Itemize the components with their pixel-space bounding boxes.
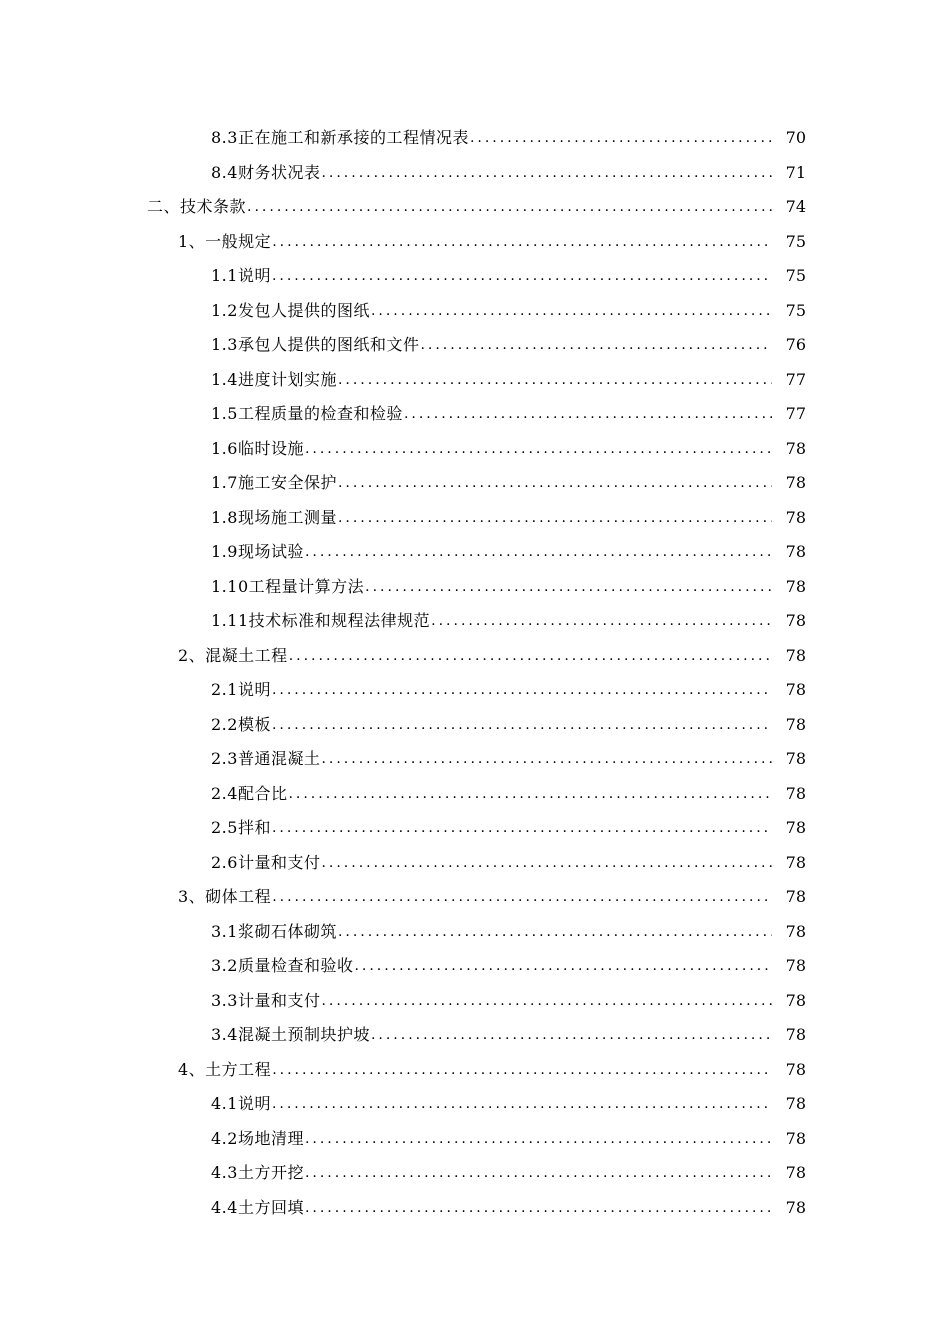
toc-dot-leader	[305, 1122, 772, 1157]
toc-entry-title: 2、混凝土工程	[178, 645, 288, 665]
toc-entry-page-number: 78	[785, 921, 806, 941]
toc-entry-page-number: 78	[785, 1094, 806, 1113]
toc-dot-leader	[272, 1053, 772, 1088]
toc-entry[interactable]	[0, 432, 950, 467]
toc-dot-leader	[305, 1191, 772, 1226]
toc-dot-leader	[321, 156, 772, 191]
toc-dot-leader	[321, 742, 772, 777]
toc-entry-title: 1.4进度计划实施	[211, 369, 337, 389]
toc-dot-leader	[404, 397, 772, 432]
toc-entry-page-number: 78	[785, 680, 806, 699]
toc-entry[interactable]	[0, 1156, 950, 1191]
toc-entry-title: 3、砌体工程	[178, 887, 272, 906]
toc-entry-title: 2.3普通混凝土	[211, 749, 321, 768]
toc-entry-title: 8.3正在施工和新承接的工程情况表	[211, 128, 469, 147]
toc-dot-leader	[431, 604, 772, 639]
toc-entry[interactable]	[0, 604, 950, 639]
toc-entry-title: 2.1说明	[211, 680, 271, 699]
toc-entry[interactable]	[0, 121, 950, 156]
toc-entry-title: 二、技术条款	[147, 197, 247, 216]
toc-entry-page-number: 78	[785, 1197, 806, 1217]
toc-entry[interactable]	[0, 190, 950, 225]
toc-entry[interactable]	[0, 535, 950, 570]
toc-entry-page-number: 78	[785, 576, 806, 596]
toc-entry[interactable]	[0, 225, 950, 260]
toc-entry-title: 3.3计量和支付	[211, 990, 321, 1010]
toc-dot-leader	[338, 501, 772, 536]
toc-dot-leader	[247, 190, 772, 225]
toc-dot-leader	[470, 121, 772, 156]
toc-entry-title: 2.2模板	[211, 714, 271, 734]
toc-entry[interactable]	[0, 328, 950, 363]
toc-entry-title: 3.1浆砌石体砌筑	[211, 921, 337, 941]
toc-dot-leader	[420, 328, 772, 363]
toc-dot-leader	[305, 1156, 772, 1191]
toc-entry[interactable]	[0, 708, 950, 743]
toc-dot-leader	[365, 570, 772, 605]
toc-entry-page-number: 78	[785, 542, 806, 561]
toc-entry-page-number: 78	[785, 818, 806, 837]
toc-entry-page-number: 78	[785, 1025, 806, 1044]
toc-entry-title: 4.1说明	[211, 1094, 271, 1113]
toc-entry[interactable]	[0, 259, 950, 294]
toc-entry-page-number: 78	[785, 990, 806, 1010]
toc-dot-leader	[272, 880, 772, 915]
toc-entry[interactable]	[0, 1122, 950, 1157]
toc-dot-leader	[371, 294, 772, 329]
toc-dot-leader	[288, 777, 772, 812]
toc-dot-leader	[272, 811, 772, 846]
toc-entry-page-number: 70	[785, 128, 806, 147]
toc-entry-page-number: 78	[785, 887, 806, 906]
toc-entry-page-number: 75	[785, 300, 806, 320]
toc-entry-page-number: 78	[785, 438, 806, 458]
toc-entry[interactable]	[0, 1191, 950, 1226]
toc-entry-page-number: 75	[785, 231, 806, 251]
toc-entry-page-number: 78	[785, 507, 806, 527]
toc-entry-title: 1.3承包人提供的图纸和文件	[211, 335, 420, 354]
toc-entry-title: 4.2场地清理	[211, 1128, 304, 1148]
toc-entry-title: 1.7施工安全保护	[211, 473, 337, 492]
toc-entry-title: 1.6临时设施	[211, 438, 304, 458]
toc-entry[interactable]	[0, 363, 950, 398]
toc-entry-title: 8.4财务状况表	[211, 162, 321, 182]
toc-entry[interactable]	[0, 1053, 950, 1088]
toc-entry-title: 2.4配合比	[211, 783, 288, 803]
toc-dot-leader	[305, 432, 772, 467]
toc-entry[interactable]	[0, 397, 950, 432]
toc-entry-page-number: 78	[785, 956, 806, 975]
toc-entry-title: 3.4混凝土预制块护坡	[211, 1025, 370, 1044]
toc-entry[interactable]	[0, 673, 950, 708]
toc-entry-page-number: 78	[785, 1128, 806, 1148]
toc-dot-leader	[272, 225, 772, 260]
toc-entry[interactable]	[0, 949, 950, 984]
toc-entry-title: 1.1说明	[211, 266, 271, 285]
toc-dot-leader	[272, 673, 772, 708]
toc-entry[interactable]	[0, 570, 950, 605]
toc-entry-page-number: 76	[785, 335, 806, 354]
toc-entry-page-number: 78	[785, 1059, 806, 1079]
toc-dot-leader	[338, 466, 772, 501]
toc-dot-leader	[338, 915, 772, 950]
toc-dot-leader	[289, 639, 772, 674]
toc-dot-leader	[371, 1018, 772, 1053]
toc-dot-leader	[305, 535, 772, 570]
toc-entry-title: 3.2质量检查和验收	[211, 956, 354, 975]
toc-entry[interactable]	[0, 1018, 950, 1053]
toc-entry-page-number: 78	[785, 611, 806, 630]
toc-entry-page-number: 74	[785, 197, 806, 216]
toc-entry[interactable]	[0, 777, 950, 812]
toc-entry[interactable]	[0, 811, 950, 846]
toc-entry-page-number: 78	[785, 749, 806, 768]
toc-entry-title: 2.6计量和支付	[211, 852, 321, 872]
toc-dot-leader	[272, 708, 772, 743]
toc-entry-title: 4.3土方开挖	[211, 1163, 304, 1182]
toc-entry[interactable]	[0, 156, 950, 191]
toc-entry[interactable]	[0, 742, 950, 777]
toc-entry-title: 4、土方工程	[178, 1059, 272, 1079]
toc-entry[interactable]	[0, 846, 950, 881]
toc-entry-page-number: 78	[785, 783, 806, 803]
toc-entry-page-number: 77	[785, 404, 806, 423]
toc-entry[interactable]	[0, 501, 950, 536]
toc-entry[interactable]	[0, 915, 950, 950]
toc-entry-page-number: 77	[785, 369, 806, 389]
toc-dot-leader	[321, 846, 772, 881]
toc-entry[interactable]	[0, 1087, 950, 1122]
toc-entry-title: 1.5工程质量的检查和检验	[211, 404, 403, 423]
toc-dot-leader	[354, 949, 772, 984]
toc-dot-leader	[321, 984, 772, 1019]
toc-entry-page-number: 78	[785, 645, 806, 665]
toc-entry-title: 2.5拌和	[211, 818, 271, 837]
toc-entry-page-number: 78	[785, 852, 806, 872]
table-of-contents	[0, 121, 950, 1225]
toc-entry-title: 1.8现场施工测量	[211, 507, 337, 527]
toc-entry[interactable]	[0, 466, 950, 501]
toc-dot-leader	[338, 363, 772, 398]
toc-entry-title: 1.2发包人提供的图纸	[211, 300, 370, 320]
toc-entry-title: 1.11技术标准和规程法律规范	[211, 611, 431, 630]
toc-entry-page-number: 75	[785, 266, 806, 285]
toc-dot-leader	[272, 1087, 772, 1122]
toc-dot-leader	[272, 259, 772, 294]
toc-entry-title: 4.4土方回填	[211, 1197, 304, 1217]
toc-entry[interactable]	[0, 880, 950, 915]
toc-entry[interactable]	[0, 294, 950, 329]
toc-entry[interactable]	[0, 639, 950, 674]
toc-entry-page-number: 78	[785, 473, 806, 492]
toc-entry-page-number: 78	[785, 714, 806, 734]
toc-entry[interactable]	[0, 984, 950, 1019]
toc-entry-title: 1、一般规定	[178, 231, 272, 251]
toc-entry-title: 1.10工程量计算方法	[211, 576, 365, 596]
toc-entry-page-number: 78	[785, 1163, 806, 1182]
toc-entry-title: 1.9现场试验	[211, 542, 304, 561]
toc-entry-page-number: 71	[785, 162, 806, 182]
